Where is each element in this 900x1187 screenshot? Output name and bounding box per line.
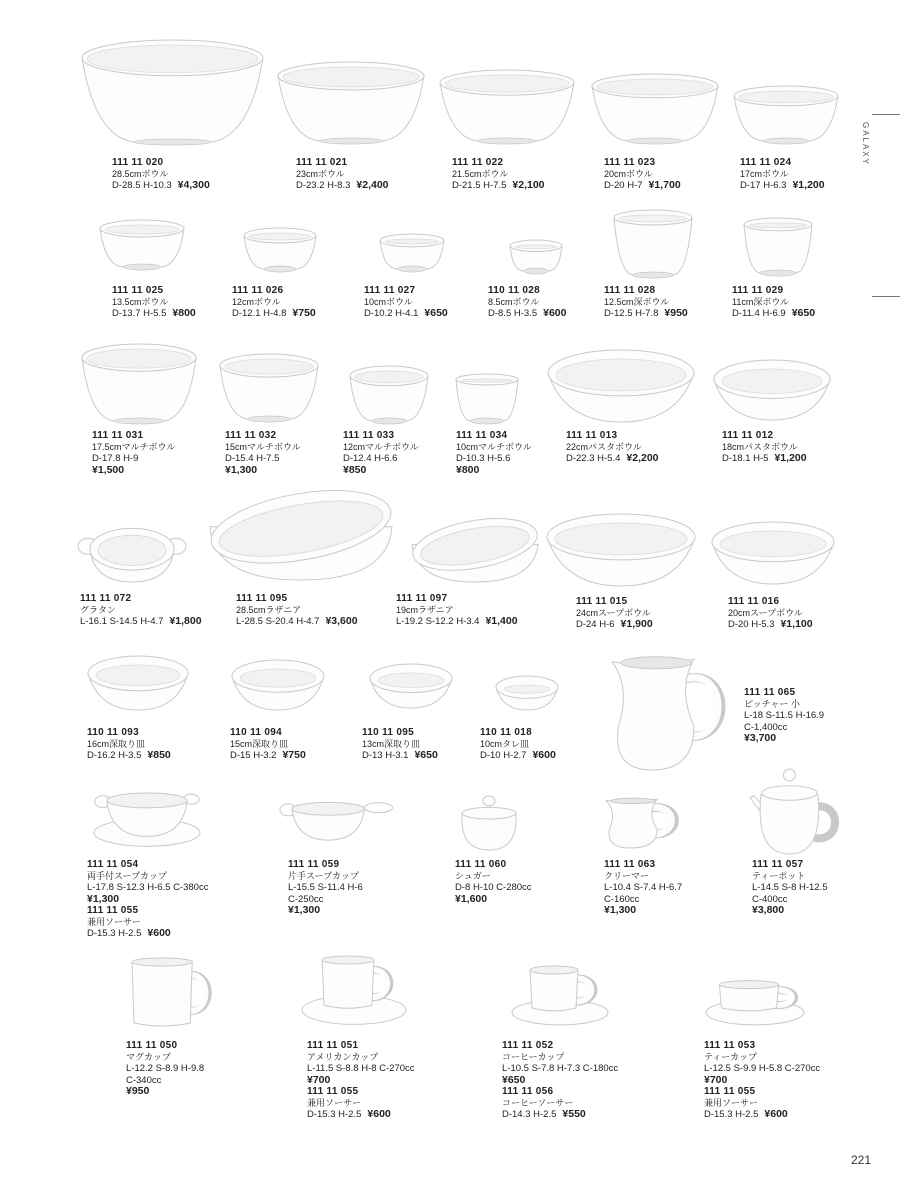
- saucer-name: コーヒーソーサー: [502, 1097, 574, 1108]
- product-name: 12.5cm深ボウル: [604, 296, 670, 307]
- product-price: ¥700: [704, 1073, 728, 1086]
- product-info: [732, 285, 815, 320]
- product-code: 110 11 018: [480, 727, 532, 738]
- product-spec: L-14.5 S-8 H-12.5: [752, 882, 828, 893]
- product-name: 16cm深取り皿: [87, 738, 146, 749]
- product-capacity: C-250cc: [288, 893, 324, 905]
- product-info: [230, 727, 306, 762]
- product-name: 片手スープカップ: [288, 870, 359, 881]
- saucer-spec: D-15.3 H-2.5 ¥600: [87, 927, 171, 939]
- product-spec: D-23.2 H-8.3 ¥2,400: [296, 179, 389, 191]
- product-name: 19cmラザニア: [396, 604, 454, 615]
- product-photo: [438, 70, 576, 144]
- product-info: [288, 859, 363, 917]
- product-spec: D-8.5 H-3.5 ¥600: [488, 307, 567, 319]
- product-name: 20cmスープボウル: [728, 607, 803, 618]
- product-spec: D-20 H-5.3 ¥1,100: [728, 618, 813, 630]
- product-price: ¥3,700: [744, 732, 777, 744]
- product-name: 15cm深取り皿: [230, 738, 289, 749]
- product-name: コーヒーカップ: [502, 1051, 565, 1062]
- product-spec: D-10 H-2.7 ¥600: [480, 749, 556, 761]
- product-price: ¥600: [543, 307, 567, 319]
- product-info: [126, 1040, 204, 1098]
- saucer-spec: D-14.3 H-2.5 ¥550: [502, 1108, 586, 1120]
- product-photo: [710, 522, 836, 586]
- product-name: マグカップ: [126, 1051, 171, 1062]
- product-code: 111 11 052: [502, 1040, 554, 1051]
- saucer-price: ¥600: [764, 1108, 788, 1120]
- product-spec: L-10.5 S-7.8 H-7.3 C-180cc: [502, 1063, 619, 1074]
- product-spec: D-13 H-3.1 ¥650: [362, 749, 438, 761]
- product-info: [576, 596, 653, 631]
- product-info: [740, 157, 825, 192]
- product-price: ¥1,800: [169, 615, 202, 627]
- product-photo: [604, 796, 680, 850]
- product-spec: L-11.5 S-8.8 H-8 C-270cc: [307, 1063, 415, 1074]
- saucer-spec: D-15.3 H-2.5 ¥600: [307, 1108, 391, 1120]
- product-code: 111 11 051: [307, 1040, 359, 1051]
- product-price: ¥1,600: [455, 892, 488, 905]
- product-code: 111 11 095: [236, 593, 288, 604]
- saucer-price: ¥600: [147, 927, 171, 939]
- product-spec: D-17 H-6.3 ¥1,200: [740, 179, 825, 191]
- saucer-code: 111 11 055: [307, 1086, 359, 1097]
- product-spec: L-15.5 S-11.4 H-6: [288, 882, 363, 893]
- product-spec: D-20 H-7 ¥1,700: [604, 179, 681, 191]
- product-photo: [86, 656, 190, 712]
- product-price: ¥2,400: [356, 179, 389, 191]
- product-name: 12cmマルチボウル: [343, 441, 419, 452]
- product-info: [722, 430, 807, 465]
- product-info: [396, 593, 518, 628]
- product-spec: D-13.7 H-5.5 ¥800: [112, 307, 196, 319]
- page-number: 221: [851, 1153, 872, 1167]
- product-photo: [300, 956, 408, 1028]
- product-price: ¥1,700: [648, 179, 681, 191]
- saucer-price: ¥550: [562, 1108, 586, 1120]
- product-photo: [218, 354, 320, 422]
- product-price: ¥700: [307, 1073, 331, 1086]
- product-code: 110 11 095: [362, 727, 414, 738]
- product-code: 111 11 072: [80, 593, 132, 604]
- section-label: GALAXY: [861, 122, 870, 167]
- product-spec: L-17.8 S-12.3 H-6.5 C-380cc: [87, 882, 209, 893]
- product-code: 111 11 059: [288, 859, 340, 870]
- product-name: 18cmパスタボウル: [722, 441, 798, 452]
- product-code: 111 11 097: [396, 593, 448, 604]
- product-code: 111 11 053: [704, 1040, 756, 1051]
- product-photo: [410, 518, 540, 584]
- product-code: 110 11 093: [87, 727, 139, 738]
- product-photo: [80, 40, 265, 145]
- product-info: [87, 859, 208, 940]
- product-photo: [98, 220, 186, 270]
- product-price: ¥650: [502, 1073, 526, 1086]
- product-photo: [288, 798, 390, 852]
- product-name: 両手付スープカップ: [87, 870, 167, 881]
- product-code: 110 11 094: [230, 727, 282, 738]
- product-spec: D-22.3 H-5.4 ¥2,200: [566, 452, 659, 464]
- product-price: ¥600: [532, 749, 556, 761]
- product-info: [343, 430, 419, 476]
- product-capacity: C-1,400cc: [744, 721, 788, 733]
- product-spec: L-16.1 S-14.5 H-4.7 ¥1,800: [80, 615, 202, 627]
- product-photo: [610, 652, 730, 772]
- product-code: 111 11 013: [566, 430, 618, 441]
- product-name: 23cmボウル: [296, 168, 345, 179]
- product-photo: [742, 218, 814, 276]
- product-photo: [704, 966, 806, 1028]
- product-price: ¥650: [791, 307, 816, 319]
- product-price: ¥2,200: [626, 452, 659, 464]
- section-rule-top: [872, 114, 900, 115]
- product-code: 111 11 026: [232, 285, 284, 296]
- product-name: 17.5cmマルチボウル: [92, 441, 176, 452]
- product-spec: D-11.4 H-6.9 ¥650: [732, 307, 816, 319]
- saucer-code: 111 11 055: [704, 1086, 756, 1097]
- product-price: ¥950: [664, 307, 688, 319]
- product-code: 111 11 027: [364, 285, 416, 296]
- product-info: [236, 593, 358, 628]
- product-name: 10cmマルチボウル: [456, 441, 532, 452]
- product-spec: L-12.5 S-9.9 H-5.8 C-270cc: [704, 1063, 821, 1074]
- product-price: ¥1,300: [87, 892, 120, 905]
- product-spec: D-10.2 H-4.1 ¥650: [364, 307, 448, 319]
- product-code: 111 11 034: [456, 430, 508, 441]
- product-info: [456, 430, 532, 476]
- product-name: アメリカンカップ: [307, 1051, 379, 1062]
- product-price: ¥1,500: [92, 463, 125, 476]
- product-photo: [458, 794, 520, 852]
- product-info: [112, 157, 210, 192]
- product-price: ¥2,100: [512, 179, 545, 191]
- product-code: 111 11 012: [722, 430, 774, 441]
- product-name: 21.5cmボウル: [452, 168, 509, 179]
- product-info: [455, 859, 532, 905]
- product-info: [604, 285, 688, 320]
- product-price: ¥1,200: [774, 452, 807, 464]
- product-price: ¥4,300: [177, 179, 210, 191]
- product-info: [704, 1040, 820, 1121]
- product-photo: [242, 228, 318, 272]
- product-info: [480, 727, 556, 762]
- product-spec: D-18.1 H-5 ¥1,200: [722, 452, 807, 464]
- product-price: ¥750: [292, 307, 316, 319]
- saucer-spec: D-15.3 H-2.5 ¥600: [704, 1108, 788, 1120]
- product-code: 111 11 023: [604, 157, 656, 168]
- product-name: 11cm深ボウル: [732, 296, 790, 307]
- product-photo: [494, 676, 560, 712]
- product-info: [566, 430, 659, 465]
- product-photo: [276, 62, 426, 144]
- saucer-name: 兼用ソーサー: [87, 916, 142, 927]
- product-code: 110 11 028: [488, 285, 540, 296]
- product-price: ¥1,300: [288, 904, 321, 916]
- product-photo: [454, 374, 520, 424]
- product-info: [604, 859, 682, 917]
- product-name: 10cmタレ皿: [480, 738, 530, 749]
- product-code: 111 11 057: [752, 859, 804, 870]
- product-info: [452, 157, 545, 192]
- product-photo: [368, 664, 454, 710]
- product-code: 111 11 028: [604, 285, 656, 296]
- product-info: [92, 430, 175, 476]
- product-price: ¥750: [282, 749, 306, 761]
- product-info: [752, 859, 828, 917]
- product-photo: [348, 366, 430, 424]
- product-price: ¥800: [456, 463, 480, 476]
- product-info: [502, 1040, 618, 1121]
- product-spec: D-15 H-3.2 ¥750: [230, 749, 306, 761]
- product-name: 20cmボウル: [604, 168, 653, 179]
- product-photo: [510, 966, 610, 1028]
- saucer-price: ¥600: [367, 1108, 391, 1120]
- product-spec: D-17.8 H-9: [92, 453, 139, 464]
- saucer-code: 111 11 055: [87, 905, 139, 916]
- product-info: [87, 727, 171, 762]
- product-price: ¥1,300: [604, 904, 637, 916]
- product-price: ¥850: [147, 749, 171, 761]
- product-info: [728, 596, 813, 631]
- product-name: 10cmボウル: [364, 296, 413, 307]
- product-price: ¥1,100: [780, 618, 813, 630]
- product-info: [364, 285, 448, 320]
- product-price: ¥650: [424, 307, 448, 319]
- product-price: ¥800: [172, 307, 196, 319]
- product-name: クリーマー: [604, 870, 650, 881]
- saucer-name: 兼用ソーサー: [307, 1097, 362, 1108]
- product-info: [307, 1040, 415, 1121]
- product-price: ¥1,900: [620, 618, 653, 630]
- product-spec: D-8 H-10 C-280cc: [455, 882, 532, 893]
- product-spec: L-28.5 S-20.4 H-4.7 ¥3,600: [236, 615, 358, 627]
- product-info: [604, 157, 681, 192]
- product-price: ¥1,400: [485, 615, 518, 627]
- product-price: ¥3,600: [325, 615, 358, 627]
- product-info: [362, 727, 438, 762]
- product-code: 111 11 015: [576, 596, 628, 607]
- product-code: 111 11 016: [728, 596, 780, 607]
- product-photo: [88, 788, 206, 850]
- product-photo: [208, 490, 394, 582]
- product-photo: [612, 210, 694, 278]
- product-name: 15cmマルチボウル: [225, 441, 301, 452]
- product-info: [80, 593, 202, 628]
- product-photo: [128, 958, 214, 1030]
- product-spec: D-28.5 H-10.3 ¥4,300: [112, 179, 210, 191]
- product-name: 28.5cmラザニア: [236, 604, 302, 615]
- product-name: グラタン: [80, 604, 116, 615]
- product-code: 111 11 063: [604, 859, 656, 870]
- product-info: [225, 430, 301, 476]
- product-photo: [748, 766, 840, 856]
- product-name: ティーカップ: [704, 1051, 758, 1062]
- product-spec: L-19.2 S-12.2 H-3.4 ¥1,400: [396, 615, 518, 627]
- product-name: 24cmスープボウル: [576, 607, 651, 618]
- product-code: 111 11 029: [732, 285, 784, 296]
- product-name: 8.5cmボウル: [488, 296, 540, 307]
- product-name: 17cmボウル: [740, 168, 789, 179]
- saucer-code: 111 11 056: [502, 1086, 554, 1097]
- product-code: 111 11 031: [92, 430, 144, 441]
- product-name: 12cmボウル: [232, 296, 281, 307]
- product-price: ¥1,200: [792, 179, 825, 191]
- product-spec: L-18 S-11.5 H-16.9: [744, 710, 825, 721]
- product-info: [488, 285, 566, 320]
- product-capacity: C-400cc: [752, 893, 788, 905]
- product-capacity: C-160cc: [604, 893, 640, 905]
- product-photo: [546, 350, 696, 424]
- product-code: 111 11 033: [343, 430, 395, 441]
- product-name: 13cm深取り皿: [362, 738, 421, 749]
- product-info: [112, 285, 196, 320]
- product-code: 111 11 022: [452, 157, 504, 168]
- product-code: 111 11 065: [744, 687, 796, 698]
- product-price: ¥950: [126, 1085, 150, 1097]
- product-code: 111 11 020: [112, 157, 164, 168]
- product-photo: [80, 344, 198, 424]
- product-photo: [732, 86, 840, 144]
- product-name: ティーポット: [752, 870, 806, 881]
- product-info: [296, 157, 389, 192]
- product-spec: D-15.4 H-7.5: [225, 453, 280, 464]
- product-photo: [78, 526, 186, 584]
- product-code: 111 11 050: [126, 1040, 178, 1051]
- product-name: ピッチャー 小: [744, 698, 800, 709]
- product-spec: D-12.1 H-4.8 ¥750: [232, 307, 316, 319]
- product-code: 111 11 032: [225, 430, 277, 441]
- product-code: 111 11 054: [87, 859, 139, 870]
- product-price: ¥3,800: [752, 904, 785, 916]
- product-photo: [712, 360, 832, 422]
- product-price: ¥1,300: [225, 463, 258, 476]
- section-rule-bottom: [872, 296, 900, 297]
- product-code: 111 11 021: [296, 157, 348, 168]
- product-price: ¥850: [343, 463, 367, 476]
- product-photo: [378, 234, 446, 272]
- product-photo: [508, 240, 564, 274]
- product-info: [232, 285, 316, 320]
- product-name: シュガー: [455, 870, 491, 881]
- product-name: 22cmパスタボウル: [566, 441, 642, 452]
- product-photo: [590, 74, 720, 144]
- product-spec: D-10.3 H-5.6: [456, 453, 511, 464]
- product-spec: D-16.2 H-3.5 ¥850: [87, 749, 171, 761]
- product-photo: [230, 660, 326, 712]
- product-name: 13.5cmボウル: [112, 296, 169, 307]
- product-spec: L-10.4 S-7.4 H-6.7: [604, 882, 683, 893]
- product-code: 111 11 060: [455, 859, 507, 870]
- product-spec: L-12.2 S-8.9 H-9.8: [126, 1063, 205, 1074]
- product-name: 28.5cmボウル: [112, 168, 169, 179]
- product-spec: D-12.5 H-7.8 ¥950: [604, 307, 688, 319]
- saucer-name: 兼用ソーサー: [704, 1097, 759, 1108]
- product-info: [744, 687, 824, 745]
- product-spec: D-24 H-6 ¥1,900: [576, 618, 653, 630]
- product-spec: D-21.5 H-7.5 ¥2,100: [452, 179, 545, 191]
- product-capacity: C-340cc: [126, 1074, 162, 1086]
- product-code: 111 11 025: [112, 285, 164, 296]
- product-price: ¥650: [414, 749, 438, 761]
- product-code: 111 11 024: [740, 157, 792, 168]
- product-spec: D-12.4 H-6.6: [343, 453, 398, 464]
- product-photo: [545, 514, 697, 588]
